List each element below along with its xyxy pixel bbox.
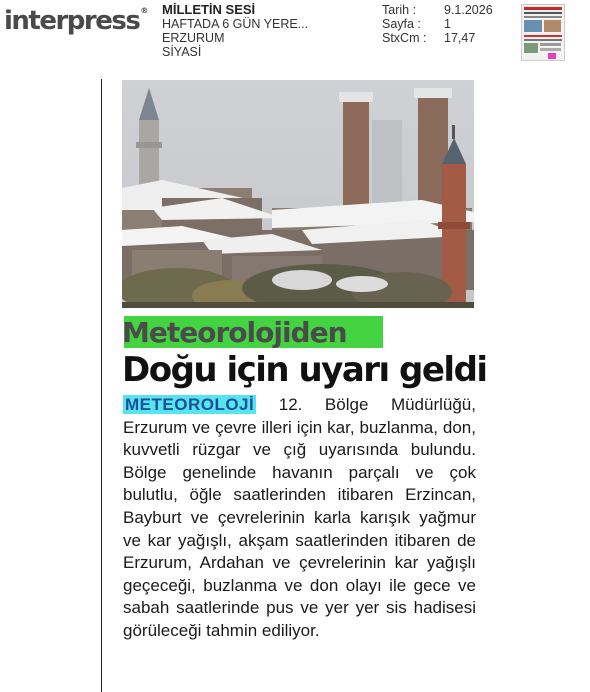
interpress-logo: interpress® <box>4 6 149 36</box>
stxcm-value: 17,47 <box>444 31 476 45</box>
stxcm-label: StxCm : <box>382 31 427 45</box>
column-divider <box>101 79 102 692</box>
publication-name: MİLLETİN SESİ <box>162 2 256 17</box>
page-value: 1 <box>444 17 451 31</box>
date-label: Tarih : <box>382 3 417 17</box>
article-body-text: 12. Bölge Müdürlüğü, Erzurum ve çevre illeri için kar, buzlanma, don, kuvvetli rüzgar ve çığ uyarısında bulundu. Bölge genelinde havanın parçalı ve çok bulutlu, öğle saatlerinden itibaren Erzincan, Bayburt ve çevrelerinin karla karışık yağmur ve kar yağışlı, akşam saatlerinden itibaren de Erzurum, Ardahan ve çevrelerinin kar yağışlı geçeceği, buzlanma ve don olayı ile gece ve sabah saatlerinde pus ve yer yer sis hadisesi görüleceği tahmin ediliyor. <box>123 395 476 640</box>
newspaper-page-thumbnail[interactable] <box>521 4 565 61</box>
publication-info <box>162 3 308 59</box>
publication-frequency: HAFTADA 6 GÜN YERE... <box>162 17 309 31</box>
date-value: 9.1.2026 <box>444 3 493 17</box>
headline-kicker: Meteorolojiden <box>122 316 347 349</box>
clipping-meta <box>382 3 493 45</box>
lead-tag: METEOROLOJİ <box>125 395 255 414</box>
headline-main: Doğu için uyarı geldi <box>122 350 487 390</box>
article-photo-snowy-erzurum <box>122 80 474 308</box>
publication-category: SİYASİ <box>162 45 202 59</box>
page-label: Sayfa : <box>382 17 421 31</box>
publication-city: ERZURUM <box>162 31 225 45</box>
article-body <box>123 394 476 643</box>
